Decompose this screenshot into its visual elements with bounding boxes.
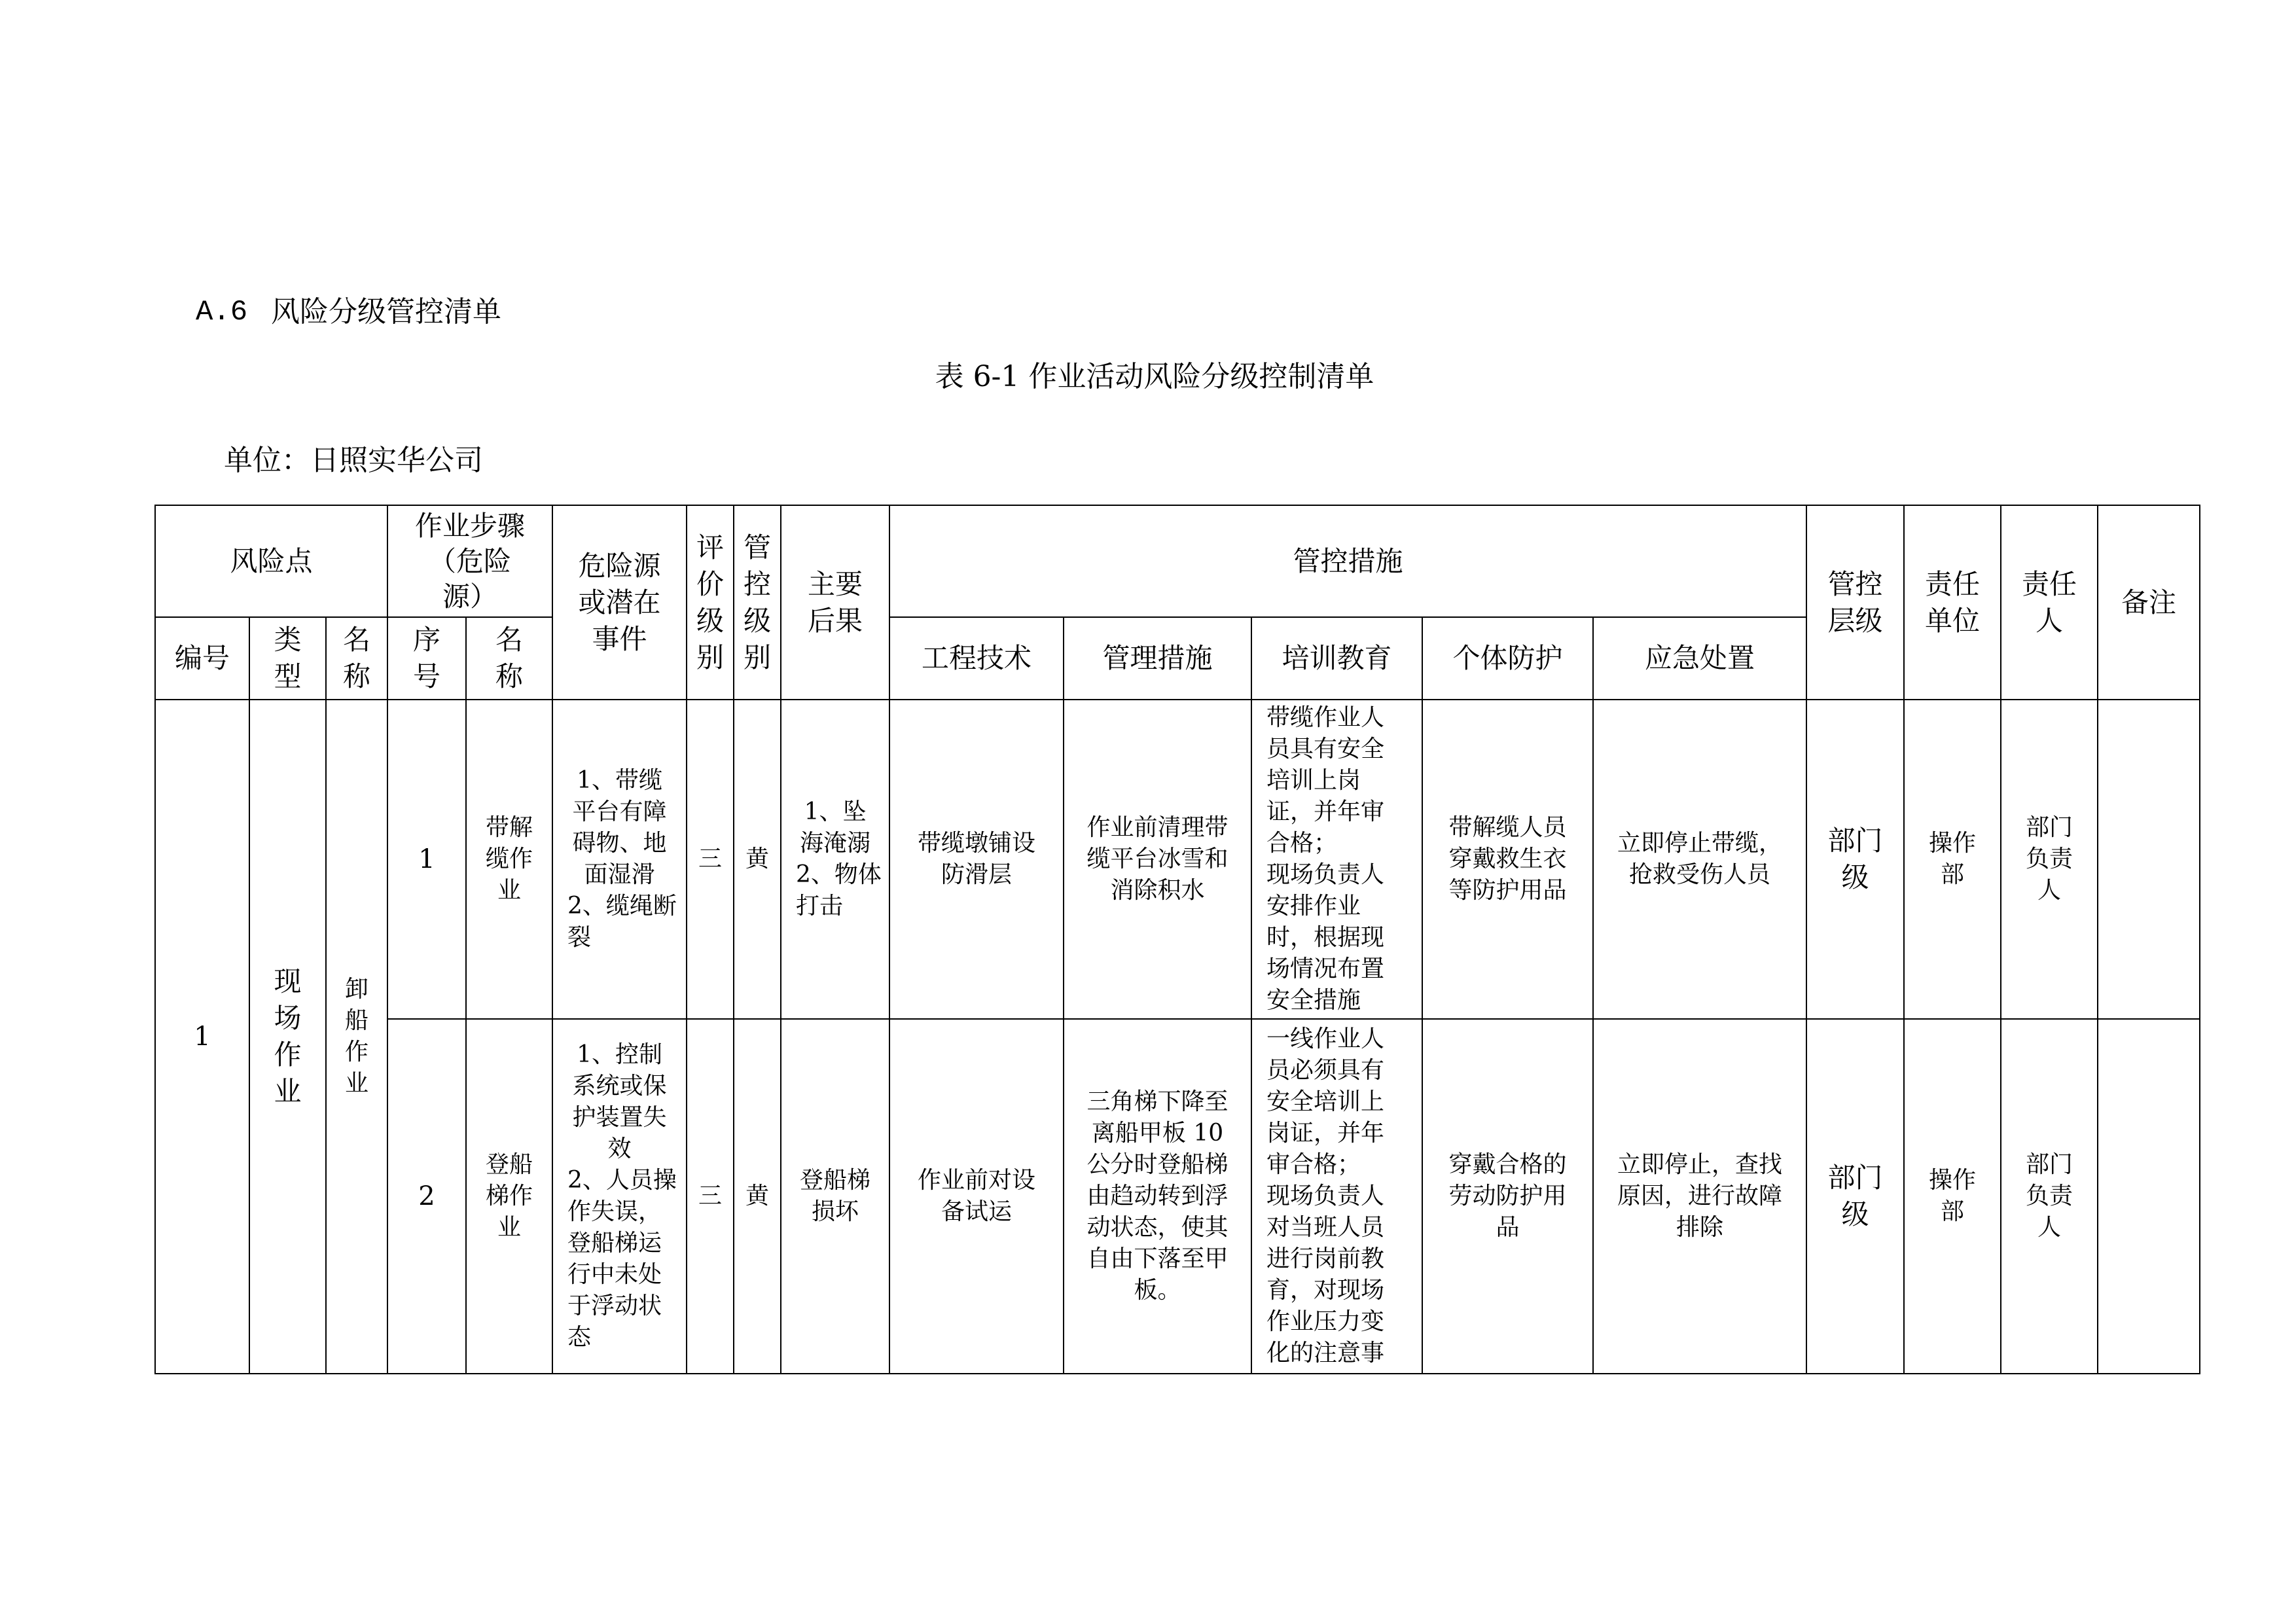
text-line: 板。 [1134, 1277, 1181, 1304]
text-line: 作失误， [567, 1198, 662, 1225]
text-line: 现 [274, 965, 302, 997]
header-engineering: 工程技术 [889, 617, 1064, 700]
text-line: 业 [344, 1070, 368, 1097]
text-line: 管 [744, 531, 772, 563]
text-line: 自由下落至甲 [1086, 1245, 1229, 1272]
text-line: 立即停止，查找 [1617, 1151, 1783, 1178]
text-line: 梯作 [486, 1183, 533, 1209]
text-line: 效 [607, 1135, 632, 1162]
header-seq [387, 617, 466, 700]
text-line: 责任 [2022, 567, 2077, 600]
cell-seq: 1 [387, 700, 466, 1019]
text-line: 进行岗前教 [1266, 1245, 1385, 1272]
text-line: 作业压力变 [1266, 1308, 1385, 1335]
unit-label: 单位：日照实华公司 [224, 444, 483, 477]
text-line: 部 [1941, 861, 1965, 888]
text-line: 原因，进行故障 [1617, 1183, 1783, 1209]
text-line: 穿戴合格的 [1448, 1151, 1567, 1178]
header-type [249, 617, 326, 700]
text-line: 员必须具有 [1266, 1057, 1385, 1084]
text-line: 化的注意事 [1266, 1340, 1385, 1366]
header-control-measures: 管控措施 [889, 505, 1806, 617]
hazard-paragraph [553, 891, 686, 954]
text-line: （危险 [429, 544, 512, 577]
text-line: 由趋动转到浮 [1086, 1183, 1229, 1209]
text-line: 对当班人员 [1266, 1214, 1385, 1241]
text-line: 劳动防护用 [1448, 1183, 1567, 1209]
text-line: 消除积水 [1110, 877, 1205, 904]
cell-engineering [889, 1019, 1064, 1374]
text-line: 培训上岗 [1266, 767, 1361, 794]
text-line: 安全措施 [1266, 987, 1361, 1014]
text-line: 事件 [592, 622, 647, 655]
header-row [155, 505, 2200, 617]
text-line: 登船梯运 [567, 1230, 662, 1257]
text-line: 作 [344, 1039, 368, 1065]
text-line: 立即停止带缆， [1617, 830, 1783, 857]
cell-seq: 2 [387, 1019, 466, 1374]
text-line: 单位 [1925, 604, 1981, 637]
table-row [155, 1019, 2200, 1374]
text-line: 打击 [796, 893, 844, 919]
cell-resp-person [2001, 1019, 2098, 1374]
text-line: 称 [342, 660, 370, 692]
text-line: 人 [2037, 1214, 2062, 1241]
text-line: 船 [344, 1007, 368, 1034]
header-risk-point: 风险点 [155, 505, 387, 617]
text-line: 时，根据现 [1266, 924, 1385, 951]
table-body [155, 505, 2200, 1374]
cell-risk-name [326, 700, 387, 1374]
header-resp-unit [1904, 505, 2001, 700]
text-line: 现场负责人 [1266, 1183, 1385, 1209]
text-line: 负责 [2026, 1183, 2073, 1209]
text-line: 合格； [1266, 830, 1338, 857]
text-line: 现场负责人 [1266, 861, 1385, 888]
text-line: 作业步骤 [415, 509, 526, 542]
text-line: 危险源 [578, 549, 661, 582]
text-line: 级 [1841, 1198, 1869, 1230]
cell-risk-type [249, 700, 326, 1374]
text-line: 带缆墩铺设 [918, 830, 1036, 857]
text-line: 岗证，并年 [1266, 1120, 1385, 1147]
text-line: 主要 [808, 567, 863, 600]
text-line: 业 [274, 1075, 302, 1107]
text-line: 或潜在 [578, 586, 661, 618]
cell-training [1251, 700, 1422, 1019]
cell-management [1064, 1019, 1251, 1374]
cell-ppe [1422, 1019, 1593, 1374]
text-line: 别 [744, 641, 772, 673]
text-line: 部门 [1827, 1162, 1883, 1194]
text-line: 缆作 [486, 846, 533, 872]
text-line: 离船甲板 10 [1091, 1120, 1224, 1147]
text-line: 备试运 [941, 1198, 1013, 1225]
text-line: 育，对现场 [1266, 1277, 1385, 1304]
text-line: 2、物体 [796, 861, 882, 888]
text-line: 人 [2036, 604, 2064, 637]
text-line: 部门 [2026, 1151, 2073, 1178]
text-line: 价 [696, 567, 725, 600]
text-line: 别 [696, 641, 725, 673]
text-line: 1、坠 [804, 798, 867, 825]
cell-resp-unit [1904, 700, 2001, 1019]
header-consequence [781, 505, 889, 700]
text-line: 三角梯下降至 [1086, 1088, 1229, 1115]
header-management: 管理措施 [1064, 617, 1251, 700]
cell-consequence [781, 1019, 889, 1374]
cell-hazard [552, 1019, 687, 1374]
text-line: 名 [495, 624, 524, 656]
text-line: 业 [497, 877, 522, 904]
section-title: 风险分级管控清单 [271, 295, 501, 329]
consequence-paragraph [781, 1165, 889, 1228]
text-line: 作 [274, 1039, 302, 1071]
training-paragraph [1252, 859, 1422, 1016]
text-line: 部门 [1827, 825, 1883, 857]
text-line: 证，并年审 [1266, 798, 1385, 825]
text-line: 带解缆人员 [1448, 814, 1567, 841]
cell-risk-number: 1 [155, 700, 249, 1374]
cell-consequence [781, 700, 889, 1019]
header-resp-person [2001, 505, 2098, 700]
cell-hazard [552, 700, 687, 1019]
text-line: 卸 [344, 976, 368, 1003]
section-number: A.6 [196, 296, 248, 329]
hazard-paragraph [553, 765, 686, 891]
text-line: 登船 [486, 1151, 533, 1178]
text-line: 后果 [808, 604, 863, 637]
text-line: 于浮动状 [567, 1293, 662, 1319]
text-line: 动状态，使其 [1086, 1214, 1229, 1241]
text-line: 层级 [1827, 604, 1883, 637]
text-line: 部 [1941, 1198, 1965, 1225]
cell-engineering [889, 700, 1064, 1019]
text-line: 人 [2037, 877, 2062, 904]
hazard-paragraph [553, 1039, 686, 1165]
text-line: 操作 [1929, 1167, 1977, 1194]
cell-ppe [1422, 700, 1593, 1019]
cell-emergency [1593, 1019, 1806, 1374]
header-step-name [466, 617, 552, 700]
consequence-paragraph [781, 796, 889, 859]
text-line: 号 [412, 660, 440, 692]
text-line: 作业前对设 [918, 1167, 1036, 1194]
text-line: 等防护用品 [1448, 877, 1567, 904]
cell-control-level: 黄 [734, 1019, 781, 1374]
cell-resp-person [2001, 700, 2098, 1019]
text-line: 审合格； [1266, 1151, 1361, 1178]
text-line: 面湿滑 [584, 861, 655, 888]
text-line: 源） [442, 580, 498, 613]
training-paragraph [1252, 702, 1422, 859]
text-line: 公分时登船梯 [1086, 1151, 1229, 1178]
text-line: 损坏 [812, 1198, 859, 1225]
text-line: 带缆作业人 [1266, 704, 1385, 731]
consequence-paragraph [781, 859, 889, 922]
text-line: 抢救受伤人员 [1629, 861, 1771, 888]
text-line: 带解 [486, 814, 533, 841]
text-line: 2、人员操 [567, 1167, 677, 1194]
training-paragraph [1252, 1181, 1422, 1369]
text-line: 缆平台冰雪和 [1086, 846, 1229, 872]
text-line: 防滑层 [941, 861, 1013, 888]
text-line: 态 [567, 1324, 592, 1351]
cell-step-name [466, 700, 552, 1019]
text-line: 责任 [1925, 567, 1981, 600]
text-line: 裂 [567, 924, 592, 951]
text-line: 类 [274, 624, 302, 656]
text-line: 序 [412, 624, 440, 656]
cell-emergency [1593, 700, 1806, 1019]
text-line: 碍物、地 [572, 830, 667, 857]
header-name [326, 617, 387, 700]
cell-management [1064, 700, 1251, 1019]
text-line: 场情况布置 [1266, 955, 1385, 982]
text-line: 安排作业 [1266, 893, 1361, 919]
text-line: 品 [1496, 1214, 1520, 1241]
text-line: 1、带缆 [577, 767, 662, 794]
cell-training [1251, 1019, 1422, 1374]
text-line: 评 [696, 531, 725, 563]
text-line: 名 [342, 624, 370, 656]
text-line: 平台有障 [572, 798, 667, 825]
text-line: 操作 [1929, 830, 1977, 857]
text-line: 称 [495, 660, 524, 692]
text-line: 护装置失 [572, 1104, 667, 1131]
text-line: 级 [744, 604, 772, 637]
cell-control-layer [1806, 1019, 1904, 1374]
text-line: 2、缆绳断 [567, 893, 677, 919]
text-line: 一线作业人 [1266, 1026, 1385, 1052]
cell-remarks [2098, 1019, 2200, 1374]
cell-resp-unit [1904, 1019, 2001, 1374]
text-line: 员具有安全 [1266, 736, 1385, 762]
header-number: 编号 [155, 617, 249, 700]
text-line: 穿戴救生衣 [1448, 846, 1567, 872]
text-line: 负责 [2026, 846, 2073, 872]
text-line: 海淹溺 [800, 830, 871, 857]
cell-remarks [2098, 700, 2200, 1019]
text-line: 排除 [1676, 1214, 1724, 1241]
header-ppe: 个体防护 [1422, 617, 1593, 700]
header-hazard [552, 505, 687, 700]
text-line: 部门 [2026, 814, 2073, 841]
text-line: 级 [1841, 861, 1869, 893]
cell-eval-level: 三 [687, 700, 734, 1019]
header-training: 培训教育 [1251, 617, 1422, 700]
risk-control-table [154, 505, 2200, 1374]
header-eval-level [687, 505, 734, 700]
hazard-paragraph [553, 1165, 686, 1353]
text-line: 级 [696, 604, 725, 637]
cell-eval-level: 三 [687, 1019, 734, 1374]
text-line: 作业前清理带 [1086, 814, 1229, 841]
text-line: 业 [497, 1214, 522, 1241]
text-line: 行中未处 [567, 1261, 662, 1288]
header-control-level [734, 505, 781, 700]
cell-control-layer [1806, 700, 1904, 1019]
table-row [155, 700, 2200, 1019]
header-emergency: 应急处置 [1593, 617, 1806, 700]
training-paragraph [1252, 1024, 1422, 1181]
header-remarks: 备注 [2098, 505, 2200, 700]
header-control-layer [1806, 505, 1904, 700]
text-line: 登船梯 [800, 1167, 871, 1194]
text-line: 系统或保 [572, 1073, 667, 1099]
header-work-step [387, 505, 552, 617]
text-line: 场 [274, 1002, 302, 1034]
text-line: 管控 [1827, 567, 1883, 600]
text-line: 型 [274, 660, 302, 692]
text-line: 控 [744, 567, 772, 600]
cell-control-level: 黄 [734, 700, 781, 1019]
table-title: 表 6-1 作业活动风险分级控制清单 [935, 360, 1374, 393]
text-line: 安全培训上 [1266, 1088, 1385, 1115]
text-line: 1、控制 [577, 1041, 662, 1068]
cell-step-name [466, 1019, 552, 1374]
